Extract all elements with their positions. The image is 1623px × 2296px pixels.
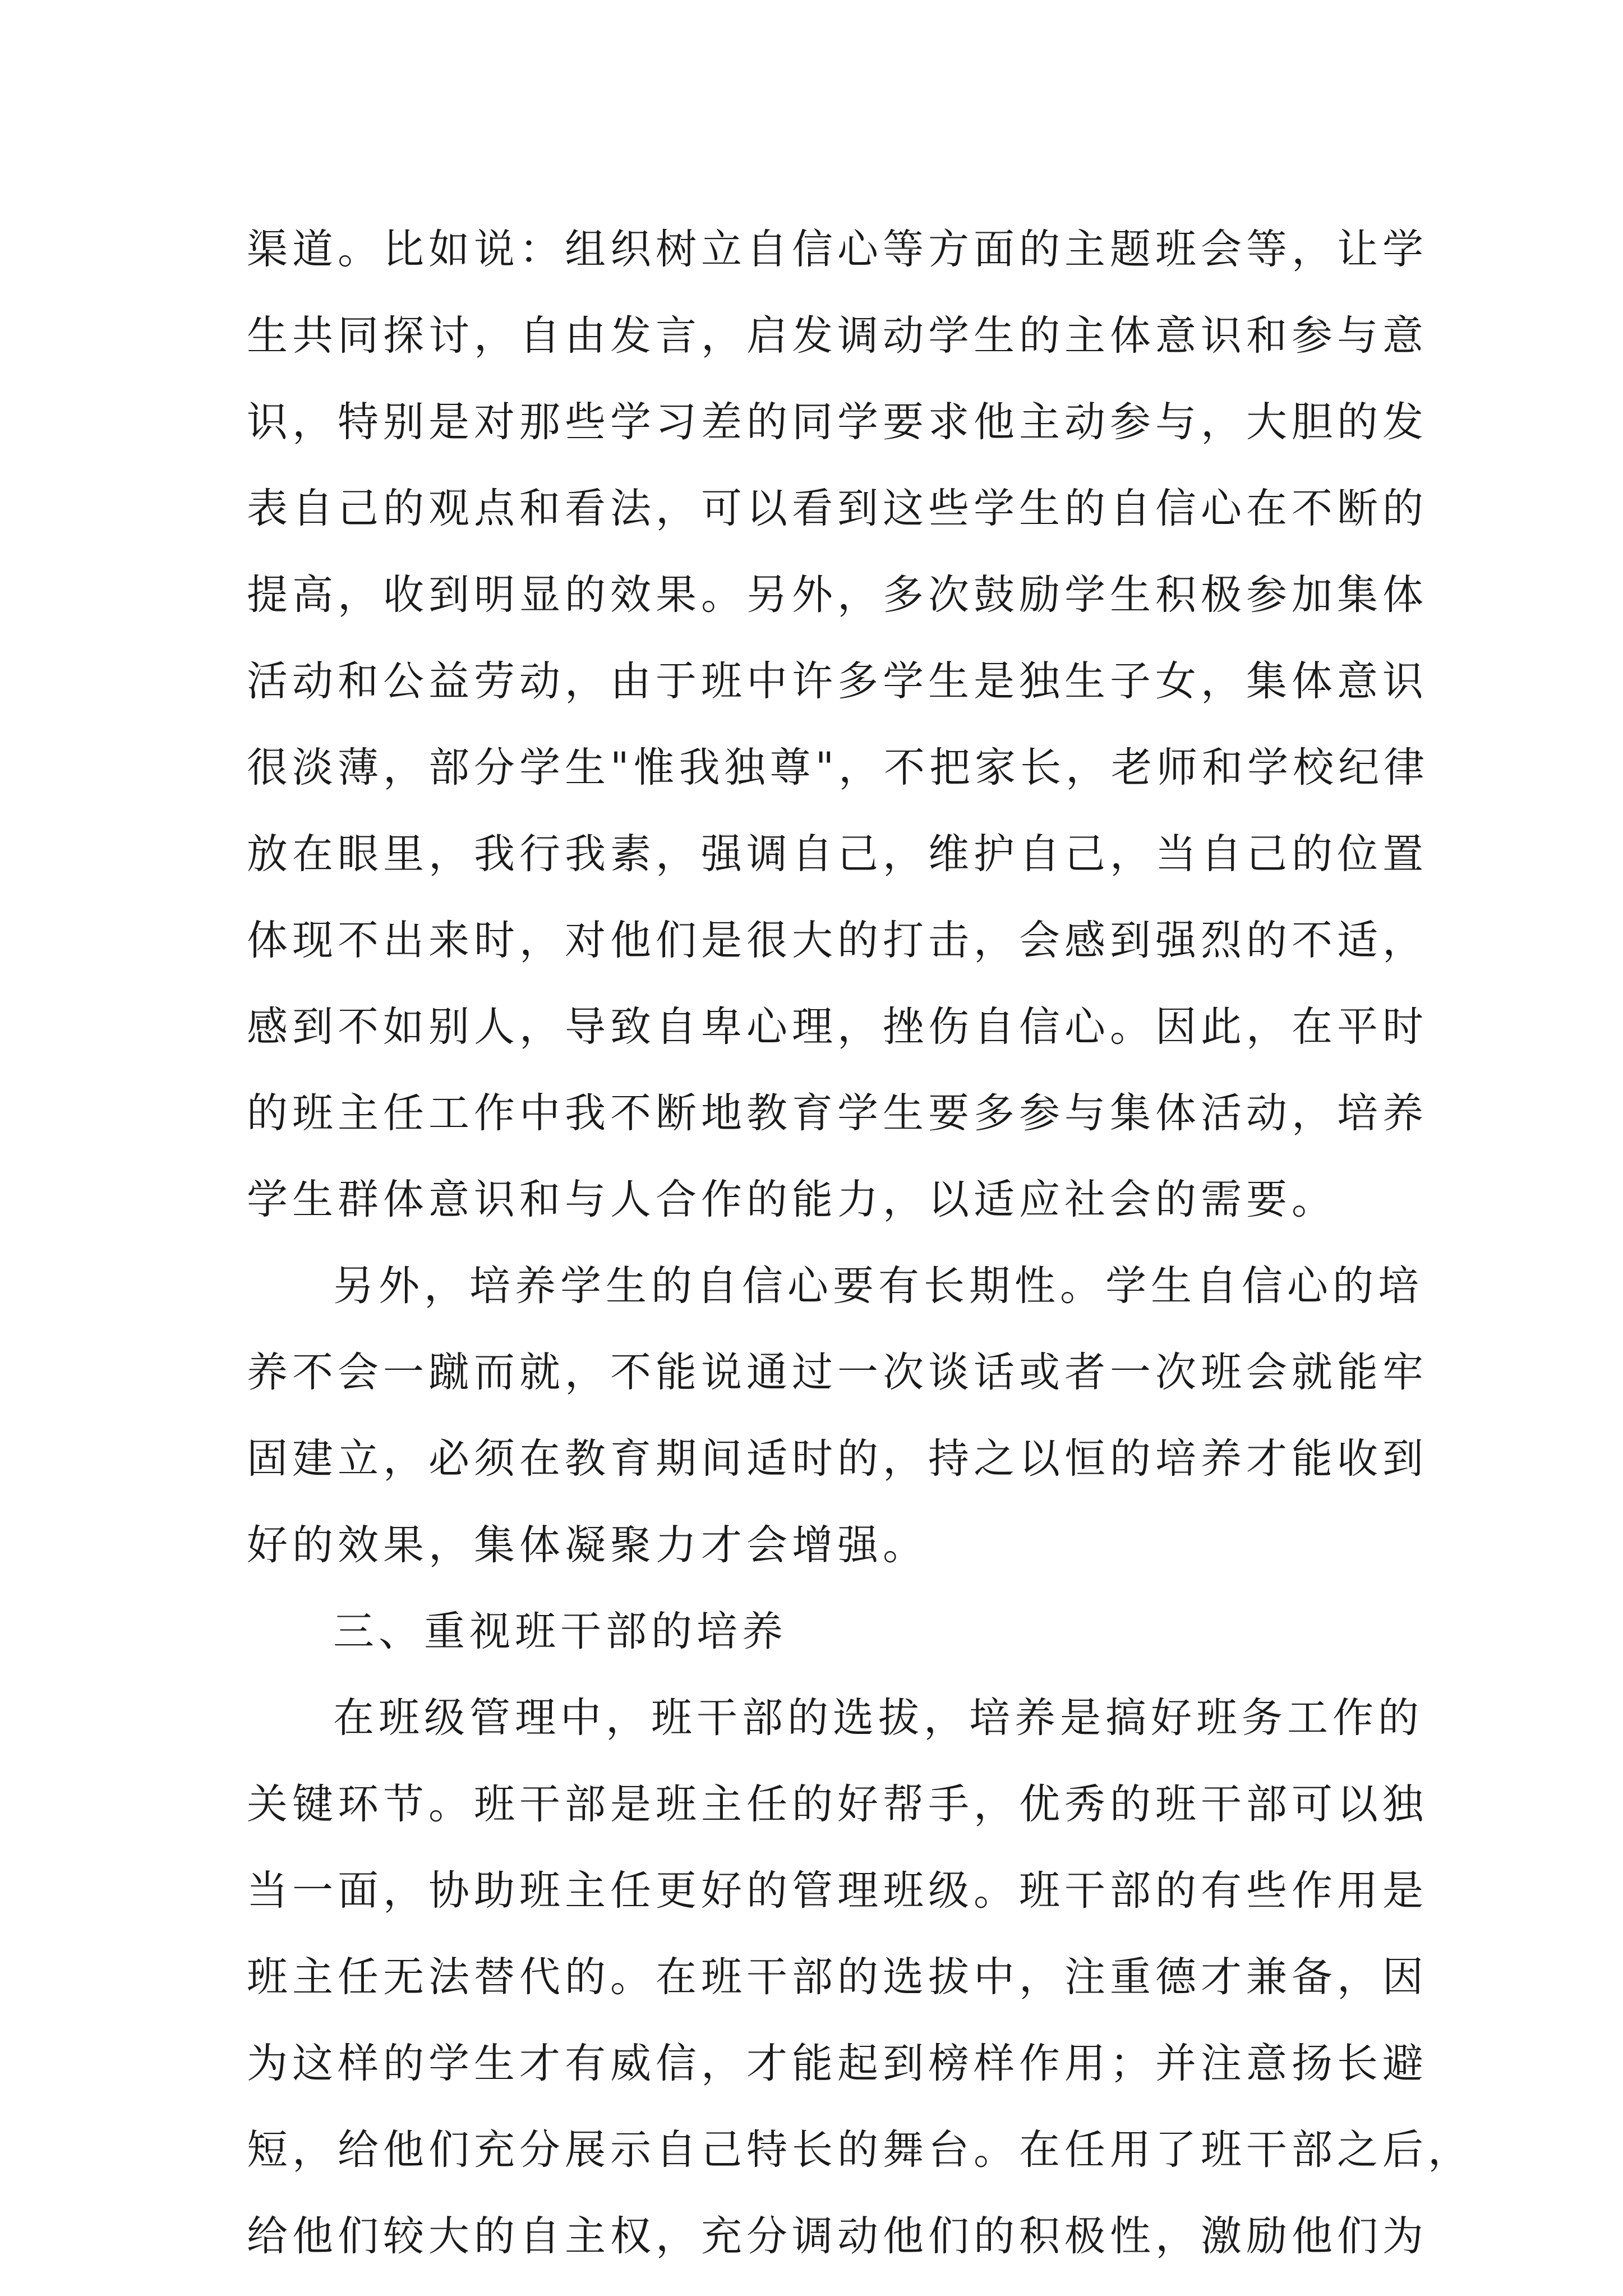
text-line: 短，给他们充分展示自己特长的舞台。在任用了班干部之后，	[247, 2126, 1473, 2174]
section-heading: 三、重视班干部的培养	[333, 1608, 787, 1655]
text-line: 好的效果，集体凝聚力才会增强。	[247, 1521, 928, 1569]
text-line: 放在眼里，我行我素，强调自己，维护自己，当自己的位置	[247, 830, 1428, 878]
text-line: 很淡薄，部分学生"惟我独尊"，不把家长，老师和学校纪律	[247, 744, 1430, 792]
text-line: 给他们较大的自主权，充分调动他们的积极性，激励他们为	[247, 2212, 1428, 2260]
body-text	[247, 206, 1473, 2280]
text-line: 学生群体意识和与人合作的能力，以适应社会的需要。	[247, 1176, 1337, 1223]
text-line: 当一面，协助班主任更好的管理班级。班干部的有些作用是	[247, 1867, 1428, 1915]
text-line: 活动和公益劳动，由于班中许多学生是独生子女，集体意识	[247, 657, 1428, 705]
text-line: 识，特别是对那些学习差的同学要求他主动参与，大胆的发	[247, 398, 1428, 446]
text-line: 关键环节。班干部是班主任的好帮手，优秀的班干部可以独	[247, 1780, 1428, 1828]
paragraph-start-line: 另外，培养学生的自信心要有长期性。学生自信心的培	[333, 1262, 1423, 1310]
text-line: 表自己的观点和看法，可以看到这些学生的自信心在不断的	[247, 485, 1428, 532]
text-line: 体现不出来时，对他们是很大的打击，会感到强烈的不适，	[247, 917, 1428, 964]
text-line: 固建立，必须在教育期间适时的，持之以恒的培养才能收到	[247, 1435, 1428, 1483]
text-line: 班主任无法替代的。在班干部的选拔中，注重德才兼备，因	[247, 1953, 1428, 2001]
text-line: 为这样的学生才有威信，才能起到榜样作用；并注意扬长避	[247, 2040, 1428, 2087]
paragraph-start-line: 在班级管理中，班干部的选拔，培养是搞好班务工作的	[333, 1694, 1423, 1742]
text-line: 渠道。比如说：组织树立自信心等方面的主题班会等，让学	[247, 226, 1428, 273]
text-line: 感到不如别人，导致自卑心理，挫伤自信心。因此，在平时	[247, 1003, 1428, 1051]
text-line: 生共同探讨，自由发言，启发调动学生的主体意识和参与意	[247, 312, 1428, 360]
text-line: 提高，收到明显的效果。另外，多次鼓励学生积极参加集体	[247, 571, 1428, 619]
text-line: 养不会一蹴而就，不能说通过一次谈话或者一次班会就能牢	[247, 1349, 1428, 1396]
text-line: 的班主任工作中我不断地教育学生要多参与集体活动，培养	[247, 1089, 1428, 1137]
